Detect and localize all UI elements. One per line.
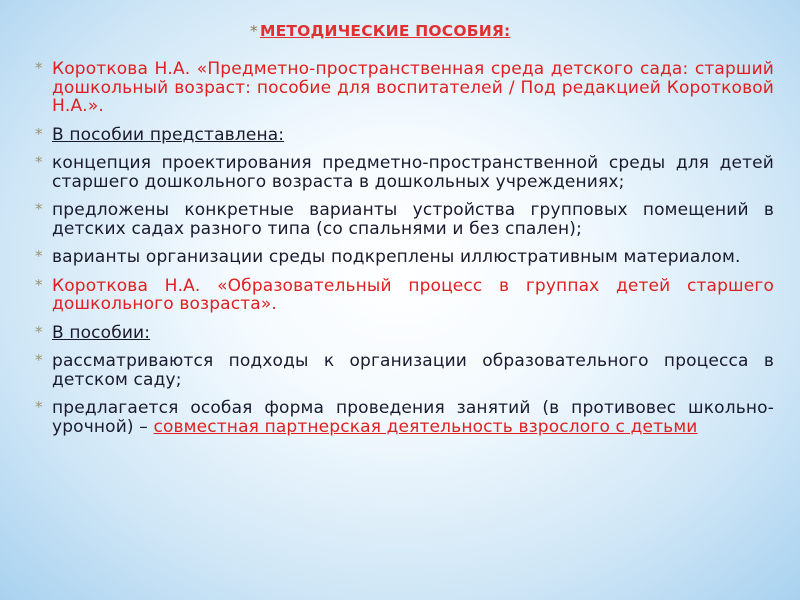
bullet-mark: * <box>35 322 43 341</box>
item-text: В пособии: <box>52 322 151 343</box>
list-item <box>32 154 774 191</box>
item-text: варианты организации среды подкреплены иллюстративным материалом. <box>52 247 741 267</box>
bullet-mark: * <box>35 59 43 77</box>
heading-bullet: * <box>250 22 258 40</box>
bullet-list <box>32 60 774 446</box>
slide-heading <box>250 22 510 40</box>
list-item-book-2 <box>32 277 774 314</box>
list-item-subheading-1 <box>32 126 774 145</box>
item-text: Короткова Н.А. «Предметно-пространственная среда детского сада: старший дошкольный возраст: пособие для воспитателей / Под редакцией Коротковой Н.А.». <box>52 59 774 116</box>
list-item <box>32 399 774 436</box>
bullet-mark: * <box>35 275 43 294</box>
item-text: концепция проектирования предметно-пространственной среды для детей старшего дошкольного возраста в дошкольных учреждениях; <box>52 153 774 192</box>
heading-text: МЕТОДИЧЕСКИЕ ПОСОБИЯ: <box>259 22 511 40</box>
bullet-mark: * <box>35 124 43 143</box>
bullet-mark: * <box>35 247 43 265</box>
bullet-mark: * <box>35 200 43 218</box>
bullet-mark: * <box>35 351 43 369</box>
list-item-book-1 <box>32 60 774 116</box>
item-text: Короткова Н.А. «Образовательный процесс в группах детей старшего дошкольного возраста». <box>52 275 774 314</box>
list-item <box>32 201 774 238</box>
item-text: В пособии представлена: <box>52 124 285 145</box>
bullet-mark: * <box>35 398 43 416</box>
bullet-mark: * <box>35 153 43 171</box>
list-item-subheading-2 <box>32 324 774 343</box>
item-text: предложены конкретные варианты устройства групповых помещений в детских садах разного типа (со спальнями и без спален); <box>52 200 774 239</box>
item-text: предлагается особая форма проведения занятий (в противовес школьно-урочной) – <box>52 398 774 437</box>
item-text: рассматриваются подходы к организации образовательного процесса в детском саду; <box>52 351 774 390</box>
item-highlight-text: совместная партнерская деятельность взрослого с детьми <box>153 416 698 437</box>
list-item <box>32 352 774 389</box>
list-item <box>32 248 774 267</box>
